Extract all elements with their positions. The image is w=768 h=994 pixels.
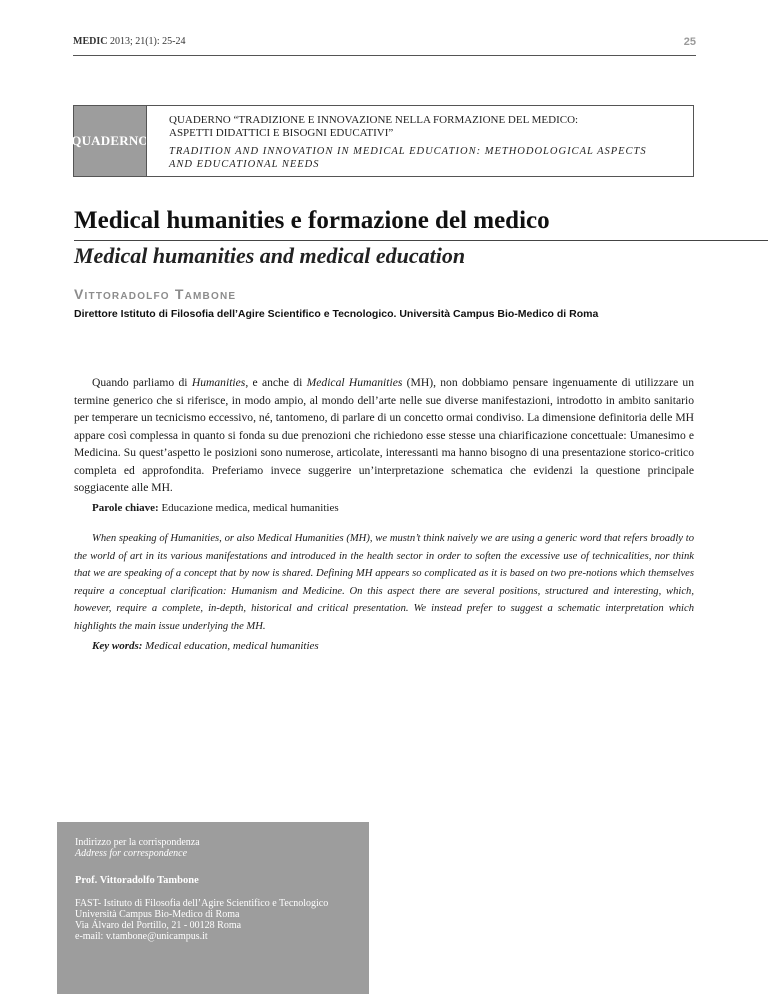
quaderno-title-en-line2: AND EDUCATIONAL NEEDS [169, 158, 320, 170]
quaderno-title-it [169, 114, 684, 139]
abstract-it-text-3: (MH), non dobbiamo pensare ingenuamente di utilizzare un termine generico che si riferisce, in modo ampio, al mondo dell’arte nelle sue diverse manifestazioni, introdotto in ambito sanitario per temperare un tecnicismo eccessivo, né, tantomeno, di parlare di un concetto ormai condiviso. La dimensione definitoria delle MH appare così complessa in quanto si fonda su due prenozioni che richiedono esse stesse una chiarificazione concettuale: Umanesimo e Medicina. Su quest’aspetto le posizioni sono numerose, articolate, interessanti ma hanno bisogno di una presentazione storico-critico completa ed approfondita. Preferiamo invece suggerire un’interpretazione schematica che evidenzi la questione principale soggiacente alle MH. [74, 376, 694, 494]
abstract-en-text: When speaking of Humanities, or also Medical Humanities (MH), we mustn’t think naively we are using a generic word that refers broadly to the world of art in its various manifestations and introduced in the health sector in order to soften the excessive use of technicalities, nor think that we are speaking of a concept that by now is shared. Defining MH appears so complicated as it is based on two pre-notions which themselves require a conceptual clarification: Humanism and Medicine. On this aspect there are several positions, structured and interesting, which, however, require a complete, in-depth, historical and critical presentation. We instead prefer to suggest a schematic interpretation which highlights the main issue underlying the MH. [74, 533, 694, 632]
running-header [73, 36, 696, 47]
abstract-italian [74, 374, 694, 497]
keywords-it-label: Parole chiave: [92, 502, 159, 514]
keywords-italian [92, 502, 339, 514]
correspondence-name: Prof. Vittoradolfo Tambone [75, 875, 199, 886]
correspondence-address [75, 898, 365, 942]
journal-citation: 2013; 21(1): 25-24 [107, 36, 186, 47]
abstract-it-text-2: , e anche di [245, 376, 307, 389]
abstract-it-emphasis-1: Humanities [191, 376, 246, 389]
correspondence-label-it: Indirizzo per la corrispondenza [75, 837, 200, 848]
correspondence-label-en: Address for correspondence [75, 848, 188, 859]
page-number: 25 [683, 36, 696, 48]
quaderno-divider [146, 106, 147, 176]
author-name: Vittoradolfo Tambone [74, 286, 237, 302]
quaderno-title-en [169, 146, 684, 171]
article-title-en: Medical humanities and medical education [74, 243, 466, 268]
quaderno-title-en-line1: TRADITION AND INNOVATION IN MEDICAL EDUCATION: METHODOLOGICAL ASPECTS [169, 146, 647, 157]
correspondence-box [57, 822, 369, 994]
header-rule [73, 55, 696, 56]
journal-name: MEDIC [73, 36, 108, 47]
correspondence-line-1: FAST- Istituto di Filosofia dell’Agire Scientifico e Tecnologico [75, 898, 329, 909]
correspondence-line-2: Università Campus Bio-Medico di Roma [75, 909, 240, 920]
quaderno-title-it-line2: ASPETTI DIDATTICI E BISOGNI EDUCATIVI” [169, 126, 394, 139]
article-title-it: Medical humanities e formazione del medico [74, 207, 550, 234]
keywords-it-value: Educazione medica, medical humanities [158, 502, 339, 514]
correspondence-email[interactable]: e-mail: v.tambone@unicampus.it [75, 931, 208, 942]
quaderno-text [169, 114, 684, 171]
correspondence-line-3: Via Álvaro del Portillo, 21 - 00128 Roma [75, 920, 242, 931]
abstract-english [74, 530, 694, 635]
title-rule [74, 240, 768, 241]
keywords-en-value: Medical education, medical humanities [142, 640, 319, 652]
abstract-it-emphasis-2: Medical Humanities [306, 376, 403, 389]
quaderno-label: QUADERNO [74, 106, 146, 176]
author-affiliation: Direttore Istituto di Filosofia dell’Agire Scientifico e Tecnologico. Università Campus Bio-Medico di Roma [74, 308, 599, 320]
keywords-en-label: Key words: [92, 640, 143, 652]
quaderno-box [73, 105, 694, 177]
quaderno-title-it-line1: QUADERNO “TRADIZIONE E INNOVAZIONE NELLA FORMAZIONE DEL MEDICO: [169, 114, 579, 126]
keywords-english [92, 640, 319, 652]
abstract-it-text-1: Quando parliamo di [92, 376, 192, 389]
